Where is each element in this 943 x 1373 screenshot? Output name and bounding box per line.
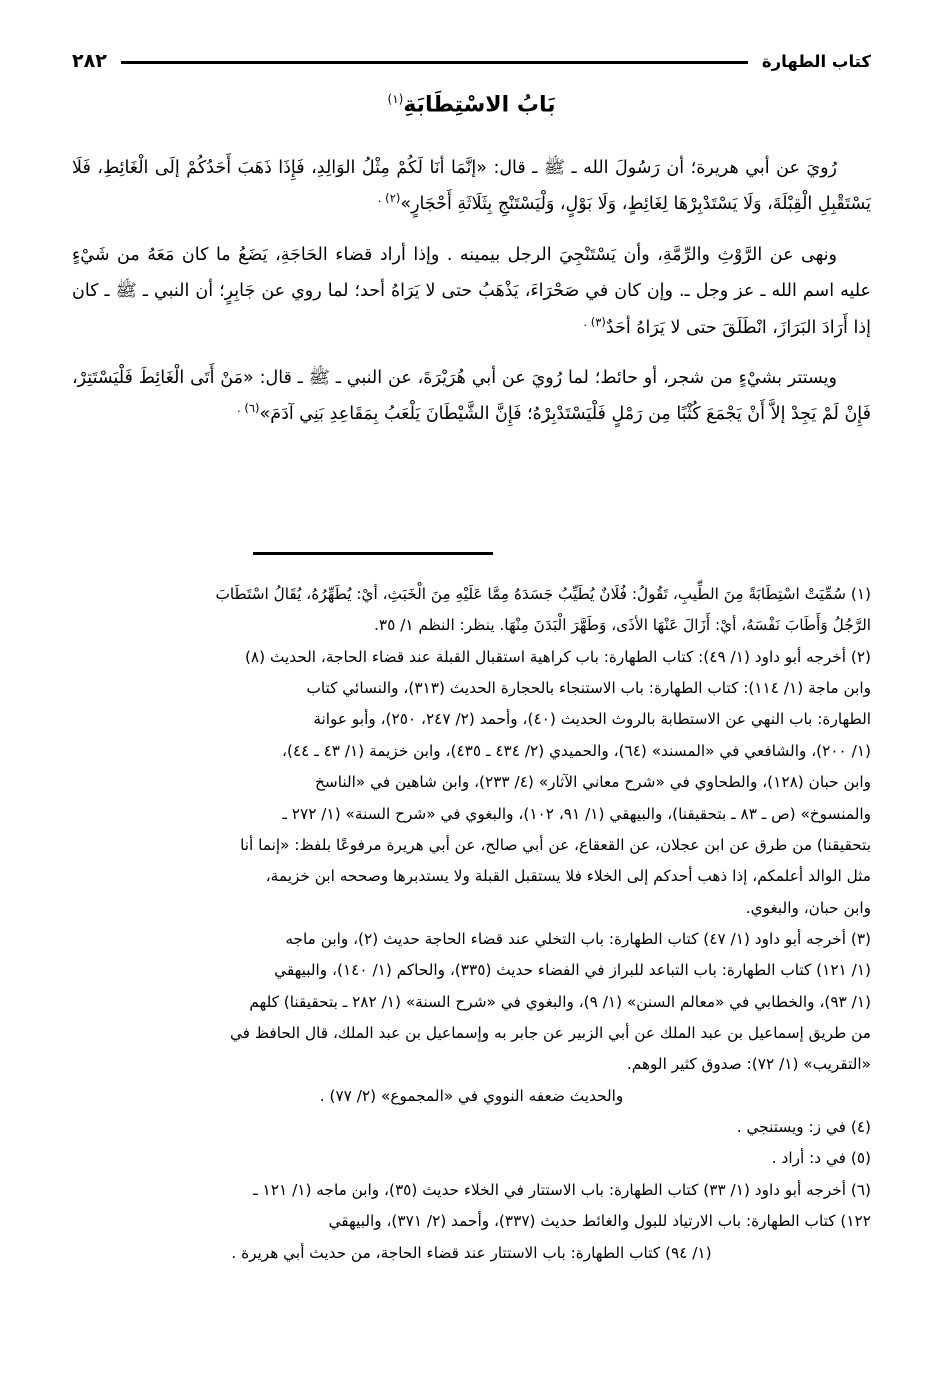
footnote-separator-rule bbox=[253, 552, 493, 555]
footnote-6-text-1: أخرجه أبو داود (١/ ٣٣) كتاب الطهارة: باب الاستتار في الخلاء حديث (٣٥)، وابن ماجه (١/ ١٢١ ـ bbox=[253, 1180, 846, 1199]
footnote-2-line-6: والمنسوخ» (ص ـ ٨٣ ـ بتحقيقنا)، والبيهقي (١/ ٩١، ١٠٢)، والبغوي في «شرح السنة» (١/ ٢٧٢ ـ bbox=[282, 804, 871, 823]
footnote-6-line-1 bbox=[72, 1176, 871, 1205]
footnote-4-text-1: في ز: ويستنجي . bbox=[736, 1118, 846, 1137]
footnote-3-line-5: «التقريب» (١/ ٧٢): صدوق كثير الوهم. bbox=[626, 1055, 871, 1074]
footnote-5-number: (٥) bbox=[850, 1149, 871, 1168]
footnote-1-text-1: سُمِّيَتْ اسْتِطَابَةً مِنَ الطِّيبِ، تَقُولُ: فُلَانٌ يُطَيِّبُ جَسَدَهُ مِمَّا عَلَيْهِ مِنَ الْخَبَثِ، أيْ: يُطَهِّرُهُ، يُقَالُ اسْتَطَابَ bbox=[215, 585, 846, 603]
footnote-3-line-6: والحديث ضعفه النووي في «المجموع» (٢/ ٧٧) . bbox=[319, 1086, 624, 1105]
footnote-2-line-4: (١/ ٢٠٠)، والشافعي في «المسند» (٦٤)، والحميدي (٢/ ٤٣٤ ـ ٤٣٥)، وابن خزيمة (١/ ٤٣ ـ ٤٤)، bbox=[282, 741, 871, 760]
footnote-3-text-1: أخرجه أبو داود (١/ ٤٧) كتاب الطهارة: باب التخلي عند قضاء الحاجة حديث (٢)، وابن ماجه bbox=[285, 929, 846, 948]
body-paragraph-2-text: ونهى عن الرَّوْثِ والرِّمَّةِ، وأن يَسْتَنْجِيَ الرجل بيمينه . وإذا أراد قضاء الحَاجَةِ، يَضَعُ ما كان مَعَهُ من شَيْءٍ عليه اسم الله ـ عز وجل ـ. وإن كان في صَحْرَاءَ، يَذْهَبُ حتى لا يَرَاهُ أحد؛ لما روي عن جَابِرٍ؛ أن النبي ـ ﷺ ـ كان إذا أَرَادَ البَرَازَ، انْطَلَقَ حتى لا يَرَاهُ أحَدٌ bbox=[72, 244, 871, 338]
main-body bbox=[72, 150, 871, 447]
body-paragraph-3-text: ويستتر بشيْءٍ من شجر، أو حائط؛ لما رُويَ عن أبي هُرَيْرَةَ، عن النبي ـ ﷺ ـ قال: «مَنْ أَتَى الْغَائِطَ فَلْيَسْتَتِرْ، فَإِنْ لَمْ يَجِدْ إلاَّ أَنْ يَجْمَعَ كُثْبًا مِن رَمْلٍ فَلْيَسْتَدْبِرْهُ؛ فَإِنَّ الشَّيْطَانَ يَلْعَبُ بِمَقَاعِدِ بَنِي آدَمَ» bbox=[72, 367, 871, 425]
footnote-6-line-2: ١٢٢) كتاب الطهارة: باب الارتياد للبول والغائط حديث (٣٣٧)، وأحمد (٢/ ٣٧١)، والبيهقي bbox=[328, 1212, 871, 1231]
footnote-2-number: (٢) bbox=[850, 647, 871, 666]
body-paragraph-2 bbox=[72, 237, 871, 346]
footnote-2-line-7: بتحقيقنا) من طرق عن ابن عجلان، عن القعقاع، عن أبي صالح، عن أبي هريرة مرفوعًا بلفظ: «إنما أنا bbox=[240, 835, 871, 854]
chapter-title bbox=[0, 92, 943, 117]
footnote-5-text-1: في د: أراد . bbox=[771, 1149, 846, 1168]
chapter-title-text: بَابُ الاسْتِطَابَةِ bbox=[403, 92, 556, 118]
footnote-3-line-1 bbox=[72, 925, 871, 954]
header-book-title: كتاب الطهارة bbox=[761, 51, 871, 71]
footnote-2-line-8: مثل الوالد أعلمكم، إذا ذهب أحدكم إلى الخلاء فلا يستقبل القبلة ولا يستدبرها وصححه ابن خزيمة، bbox=[265, 867, 871, 886]
page-number: ٢٨٢ bbox=[72, 50, 107, 72]
footnotes-section bbox=[72, 580, 871, 1270]
header-divider-rule bbox=[121, 61, 748, 64]
footnote-3-line-4: من طريق إسماعيل بن عبد الملك عن أبي الزبير عن جابر به وإسماعيل بن عبد الملك، قال الحافظ في bbox=[229, 1024, 871, 1043]
body-paragraph-1-text: رُويَ عن أبي هريرة؛ أن رَسُولَ الله ـ ﷺ ـ قال: «إنَّمَا أنَا لَكُمْ مِثْلُ الوَالِدِ، فَإِذَا ذَهَبَ أَحَدُكُمْ إلَى الْغَائِطِ، فَلَا يَسْتَقْبِلِ الْقِبْلَةَ، وَلَا يَسْتَدْبِرْهَا لِغَائِطٍ، وَلَا بَوْلٍ، وَلْيَسْتَنْجِ بِثَلَاثَةِ أَحْجَارٍ» bbox=[72, 158, 871, 215]
footnote-marker-6: (٦) . bbox=[237, 401, 260, 416]
footnote-2-line-1 bbox=[72, 643, 871, 672]
footnote-1-line-1 bbox=[72, 580, 871, 609]
footnote-4-number: (٤) bbox=[850, 1118, 871, 1137]
footnote-marker-3: (٣) . bbox=[583, 314, 606, 329]
footnote-4-line-1 bbox=[72, 1113, 871, 1142]
footnote-2-text-1: أخرجه أبو داود (١/ ٤٩): كتاب الطهارة: باب كراهية استقبال القبلة عند قضاء الحاجة، الحديث (٨) bbox=[244, 647, 846, 666]
footnote-1-number: (١) bbox=[850, 585, 871, 603]
footnote-1-line-2: الرَّجُلُ وَأَطَابَ نَفْسَهُ، أيْ: أَزَالَ عَنْهَا الأذَى، وَطَهَّرَ الْبَدَنَ مِنْهَا. ينظر: النظم ١/ ٣٥. bbox=[374, 616, 871, 635]
footnote-2-line-9: وابن حبان، والبغوي. bbox=[745, 898, 871, 917]
footnote-2-line-2: وابن ماجة (١/ ١١٤): كتاب الطهارة: باب الاستنجاء بالحجارة الحديث (٣١٣)، والنسائي كتاب bbox=[306, 679, 871, 698]
footnote-marker-2: (٢) . bbox=[377, 191, 401, 206]
chapter-title-footnote-marker: (١) bbox=[387, 92, 404, 106]
footnote-3-line-2: (١/ ١٢١) كتاب الطهارة: باب التباعد للبراز في الفضاء حديث (٣٣٥)، والحاكم (١/ ١٤٠)، والبيهقي bbox=[274, 961, 871, 980]
footnote-2-line-3: الطهارة: باب النهي عن الاستطابة بالروث الحديث (٤٠)، وأحمد (٢/ ٢٤٧، ٢٥٠)، وأبو عوانة bbox=[313, 710, 871, 729]
body-paragraph-3 bbox=[72, 360, 871, 433]
footnote-3-number: (٣) bbox=[850, 929, 871, 948]
body-paragraph-1 bbox=[72, 150, 871, 223]
footnote-5-line-1 bbox=[72, 1144, 871, 1173]
page-header bbox=[72, 44, 871, 78]
footnote-3-line-3: (١/ ٩٣)، والخطابي في «معالم السنن» (١/ ٩)، والبغوي في «شرح السنة» (١/ ٢٨٢ ـ بتحقيقنا) كلهم bbox=[249, 992, 871, 1011]
footnote-2-line-5: وابن حبان (١٢٨)، والطحاوي في «شرح معاني الآثار» (٤/ ٢٣٣)، وابن شاهين في «الناسخ bbox=[315, 773, 871, 792]
footnote-6-number: (٦) bbox=[850, 1180, 871, 1199]
footnote-6-line-3: (١/ ٩٤) كتاب الطهارة: باب الاستتار عند قضاء الحاجة، من حديث أبي هريرة . bbox=[231, 1243, 712, 1262]
